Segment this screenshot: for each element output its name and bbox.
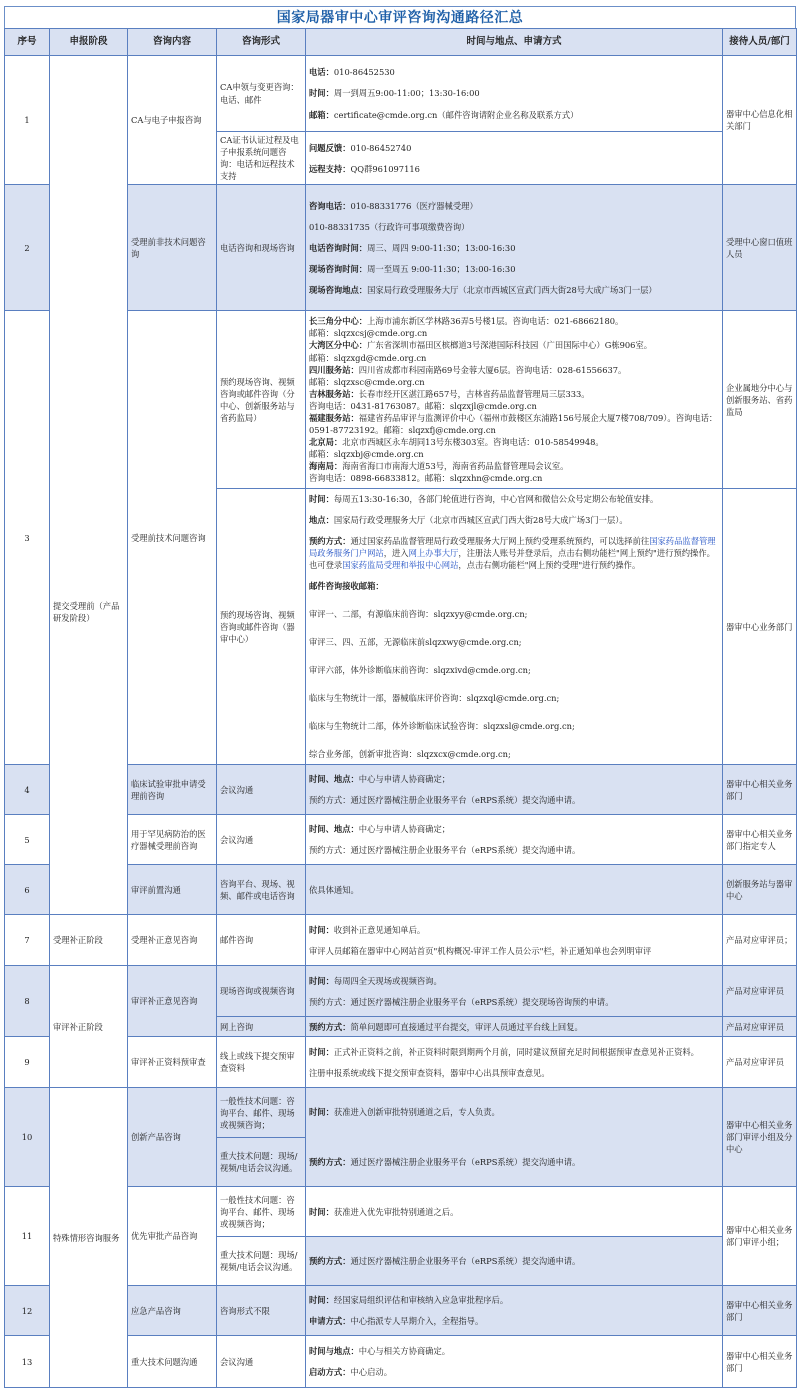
header-time-place: 时间与地点、申请方式 [306, 29, 723, 56]
row-no: 11 [5, 1187, 50, 1286]
label: 时间： [309, 924, 334, 935]
label: 吉林服务站： [309, 388, 359, 399]
value: 预约方式：通过医疗器械注册企业服务平台（eRPS系统）提交现场咨询预约申请。 [309, 996, 614, 1007]
form-cell: 现场咨询或视频咨询 [217, 966, 306, 1017]
dept-cell: 产品对应审评员 [723, 966, 797, 1017]
label: 预约方式： [309, 536, 351, 546]
detail-cell [306, 865, 723, 915]
label: 时间： [309, 975, 334, 986]
label: 预约方式： [309, 1021, 351, 1032]
value: 预约方式：通过医疗器械注册企业服务平台（eRPS系统）提交沟通申请。 [309, 845, 581, 856]
header-stage: 申报阶段 [50, 29, 128, 56]
content-cell: 优先审批产品咨询 [128, 1187, 217, 1286]
form-cell: 会议沟通 [217, 1336, 306, 1388]
detail-cell [306, 1187, 723, 1237]
dept-cell: 器审中心相关业务部门指定专人 [723, 815, 797, 865]
value: 国家局行政受理服务大厅（北京市西城区宣武门西大街28号大成广场3门一层） [367, 284, 657, 295]
label: 邮件咨询接收邮箱： [309, 581, 384, 592]
label: 启动方式： [309, 1367, 351, 1378]
value: 通过国家药品监督管理局行政受理服务大厅网上预约受理系统预约，可以选择前往 [350, 536, 650, 546]
label: 四川服务站： [309, 364, 359, 375]
value: 海南省海口市南海大道53号，海南省药品监督管理局会议室。 [342, 460, 569, 471]
value: 经国家局组织评估和审核纳入应急审批程序后。 [333, 1295, 509, 1306]
value: 获准进入优先审批特别通道之后。 [333, 1206, 459, 1217]
value: 审评人员邮箱在器审中心网站首页"机构概况-审评工作人员公示"栏，补正通知单也会列明审评 [309, 945, 652, 956]
dept-cell: 器审中心相关业务部门 [723, 1286, 797, 1336]
label: 预约方式： [309, 1256, 351, 1267]
value: 通过医疗器械注册企业服务平台（eRPS系统）提交沟通申请。 [350, 1256, 581, 1267]
label: 远程支持： [309, 163, 351, 174]
email-value: 审评六部，体外诊断临床前咨询：slqzxivd@cmde.org.cn; [309, 665, 531, 676]
label: 时间、地点： [309, 774, 359, 785]
value: 邮箱：slqzxsc@cmde.org.cn [309, 376, 425, 387]
value: 通过医疗器械注册企业服务平台（eRPS系统）提交沟通申请。 [350, 1157, 581, 1168]
label: 问题反馈： [309, 142, 351, 153]
page-title: 国家局器审中心审评咨询沟通路径汇总 [4, 6, 796, 28]
content-cell: 受理补正意见咨询 [128, 915, 217, 966]
row-no: 10 [5, 1088, 50, 1187]
value: 四川省成都市科园南路69号金蓉大厦6层。咨询电话：028-61556637。 [358, 364, 627, 375]
detail-cell [306, 915, 723, 966]
content-cell: CA与电子申报咨询 [128, 56, 217, 185]
label: 时间与地点： [309, 1346, 359, 1357]
row-no: 4 [5, 765, 50, 815]
phone-value: 010-86452530 [333, 67, 395, 78]
content-cell: 审评补正资料预审查 [128, 1037, 217, 1088]
detail-cell [306, 489, 723, 765]
label: 时间： [309, 88, 334, 99]
header-dept: 接待人员/部门 [723, 29, 797, 56]
form-cell: 电话咨询和现场咨询 [217, 185, 306, 311]
row-no: 5 [5, 815, 50, 865]
label: 预约方式： [309, 1157, 351, 1168]
row-no: 8 [5, 966, 50, 1037]
value: 福建省药品审评与监测评价中心（福州市鼓楼区东浦路156号展企大厦7楼708/709）。咨询电话：0591-87723192。邮箱：slqzxfj@cmde.org.cn [309, 412, 718, 435]
form-cell: 重大技术问题：现场/视频/电话会议沟通。 [217, 1138, 306, 1187]
row-no: 13 [5, 1336, 50, 1388]
value: 010-88331776（医疗器械受理） [350, 200, 478, 211]
label: 现场咨询时间： [309, 263, 368, 274]
value: 北京市西城区永车胡同13号东楼303室。咨询电话：010-58549948。 [342, 436, 604, 447]
label: 长三角分中心： [309, 316, 368, 327]
detail-cell [306, 1017, 723, 1037]
value: 中心与相关方协商确定。 [358, 1346, 451, 1357]
stage-cell: 特殊情形咨询服务 [50, 1088, 128, 1388]
value: ，注册法人账号并登录后，点击右侧功能栏"网上预约"进行预约操作。也可登录 [309, 548, 715, 571]
detail-cell [306, 1286, 723, 1336]
dept-cell: 产品对应审评员； [723, 915, 797, 966]
value: 邮箱：slqzxgd@cmde.org.cn [309, 352, 427, 363]
value: 每周四全天现场或视频咨询。 [333, 975, 442, 986]
detail-cell [306, 56, 723, 132]
form-cell: 重大技术问题：现场/视频/电话会议沟通。 [217, 1237, 306, 1286]
value: 咨询电话：0431-81763087。邮箱：slqzxjl@cmde.org.cn [309, 400, 537, 411]
dept-cell: 器审中心相关业务部门审评小组； [723, 1187, 797, 1286]
header-row [5, 29, 797, 56]
stage-cell-empty [50, 56, 128, 185]
form-cell: 预约现场咨询、视频咨询或邮件咨询（器审中心） [217, 489, 306, 765]
detail-cell [306, 1037, 723, 1088]
detail-cell [306, 765, 723, 815]
form-cell: 一般性技术问题：咨询平台、邮件、现场或视频咨询； [217, 1088, 306, 1138]
label: 时间、地点： [309, 824, 359, 835]
content-cell: 审评前置沟通 [128, 865, 217, 915]
content-cell: 重大技术问题沟通 [128, 1336, 217, 1388]
form-cell: CA申领与变更咨询：电话、邮件 [217, 56, 306, 132]
label: 邮箱： [309, 109, 334, 120]
row-no: 6 [5, 865, 50, 915]
value: 周一至周五 9:00-11:30；13:00-16:30 [367, 263, 516, 274]
dept-cell: 受理中心窗口值班人员 [723, 185, 797, 311]
value: ，进入 [383, 548, 409, 559]
header-no: 序号 [5, 29, 50, 56]
row-no: 12 [5, 1286, 50, 1336]
label: 电话： [309, 67, 334, 78]
email-value: 审评三、四、五部，无源临床前slqzxwy@cmde.org.cn; [309, 637, 522, 648]
form-cell: 咨询平台、现场、视频、邮件或电话咨询 [217, 865, 306, 915]
value: 依具体通知。 [309, 884, 359, 895]
dept-cell: 器审中心信息化相关部门 [723, 56, 797, 185]
stage-cell-empty [50, 185, 128, 311]
label: 时间： [309, 493, 334, 504]
dept-cell: 产品对应审评员 [723, 1037, 797, 1088]
label: 福建服务站： [309, 412, 359, 423]
table-row [5, 1088, 797, 1138]
label: 大湾区分中心： [309, 340, 368, 351]
content-cell: 应急产品咨询 [128, 1286, 217, 1336]
label: 地点： [309, 514, 334, 525]
value: 010-88331735（行政许可事项缴费咨询） [309, 221, 470, 232]
value: 注册申报系统或线下提交预审查资料，器审中心出具预审查意见。 [309, 1067, 550, 1078]
form-cell: 预约现场咨询、视频咨询或邮件咨询（分中心、创新服务站与省药监局） [217, 311, 306, 489]
header-form: 咨询形式 [217, 29, 306, 56]
detail-cell [306, 311, 723, 489]
label: 海南局： [309, 460, 343, 471]
email-value: 综合业务部，创新审批咨询：slqzxcx@cmde.org.cn; [309, 749, 511, 760]
header-content: 咨询内容 [128, 29, 217, 56]
value: 简单问题即可直接通过平台提交，审评人员通过平台线上回复。 [350, 1021, 583, 1032]
detail-cell [306, 1237, 723, 1286]
value: 正式补正资料之前，补正资料时限到期两个月前，同时建议预留充足时间根据预审查意见补正资料。 [333, 1046, 699, 1057]
label: 北京局： [309, 436, 343, 447]
label: 时间： [309, 1206, 334, 1217]
form-cell: 邮件咨询 [217, 915, 306, 966]
form-cell: 会议沟通 [217, 815, 306, 865]
time-value: 周一到周五9:00-11:00；13:30-16:00 [333, 88, 480, 99]
table-row [5, 966, 797, 1017]
phone-value: 010-86452740 [350, 142, 412, 153]
value: 获准进入创新审批特别通道之后，专人负责。 [333, 1107, 500, 1118]
detail-cell [306, 815, 723, 865]
value: 周三、周四 9:00-11:30；13:00-16:30 [367, 242, 516, 253]
content-cell: 临床试验审批申请受理前咨询 [128, 765, 217, 815]
value: 邮箱：slqzxcsj@cmde.org.cn [309, 328, 428, 339]
email-value: 临床与生物统计二部，体外诊断临床试验咨询：slqzxsl@cmde.org.cn; [309, 721, 575, 732]
label: 电话咨询时间： [309, 242, 368, 253]
table-row [5, 185, 797, 311]
row-no: 7 [5, 915, 50, 966]
dept-cell: 创新服务站与器审中心 [723, 865, 797, 915]
report-center-link[interactable]: 国家药监局受理和举报中心网站 [342, 560, 459, 571]
dept-cell: 器审中心相关业务部门 [723, 765, 797, 815]
form-cell: 一般性技术问题：咨询平台、邮件、现场或视频咨询； [217, 1187, 306, 1237]
value: 收到补正意见通知单后。 [333, 924, 426, 935]
value: 中心与申请人协商确定； [358, 824, 451, 835]
qq-value: QQ群961097116 [350, 163, 420, 174]
dept-cell: 企业属地分中心与创新服务站、省药监局 [723, 311, 797, 489]
label: 申请方式： [309, 1316, 351, 1327]
value: 长春市经开区湛江路657号，吉林省药品监督管理局三层333。 [358, 388, 590, 399]
label: 咨询电话： [309, 200, 351, 211]
online-hall-link[interactable]: 网上办事大厅 [408, 548, 459, 559]
form-cell: CA证书认证过程及电子申报系统问题咨询：电话和远程技术支持 [217, 132, 306, 185]
dept-cell: 器审中心相关业务部门审评小组及分中心 [723, 1088, 797, 1187]
form-cell: 会议沟通 [217, 765, 306, 815]
value: 上海市浦东新区学林路36弄5号楼1层。咨询电话：021-68662180。 [367, 316, 624, 327]
email-value: certificate@cmde.org.cn（邮件咨询请附企业名称及联系方式） [333, 109, 579, 120]
dept-cell: 器审中心业务部门 [723, 489, 797, 765]
label: 时间： [309, 1107, 334, 1118]
value: 预约方式：通过医疗器械注册企业服务平台（eRPS系统）提交沟通申请。 [309, 795, 581, 806]
content-cell: 受理前技术问题咨询 [128, 311, 217, 765]
label: 现场咨询地点： [309, 284, 368, 295]
value: 邮箱：slqzxbj@cmde.org.cn [309, 448, 424, 459]
row-no: 9 [5, 1037, 50, 1088]
content-cell: 审评补正意见咨询 [128, 966, 217, 1037]
email-value: 审评一、二部，有源临床前咨询：slqzxyy@cmde.org.cn; [309, 609, 528, 620]
portal-link[interactable]: 国家药品监督管理局政务服务门户网站 [309, 536, 716, 559]
detail-cell [306, 1336, 723, 1388]
value: 咨询电话：0898-66833812。邮箱：slqzxhn@cmde.org.cn [309, 472, 543, 483]
value: ，点击右侧功能栏"网上预约受理"进行预约操作。 [458, 560, 641, 571]
table-row [5, 311, 797, 489]
value: 中心指派专人早期介入，全程指导。 [350, 1316, 484, 1327]
consultation-table [4, 28, 797, 1388]
detail-cell [306, 1088, 723, 1187]
row-no: 3 [5, 311, 50, 765]
row-no: 2 [5, 185, 50, 311]
form-cell: 线上或线下提交预审查资料 [217, 1037, 306, 1088]
value: 每周五13:30-16:30，各部门轮值进行咨询，中心官网和微信公众号定期公布轮值安排。 [333, 493, 659, 504]
label: 时间： [309, 1295, 334, 1306]
stage-cell: 受理补正阶段 [50, 915, 128, 966]
stage-cell: 提交受理前（产品研发阶段） [50, 311, 128, 915]
content-cell: 用于罕见病防治的医疗器械受理前咨询 [128, 815, 217, 865]
value: 中心启动。 [350, 1367, 392, 1378]
table-row [5, 915, 797, 966]
dept-cell: 器审中心相关业务部门 [723, 1336, 797, 1388]
email-value: 临床与生物统计一部，器械临床评价咨询：slqzxql@cmde.org.cn; [309, 693, 560, 704]
label: 时间： [309, 1046, 334, 1057]
form-cell: 网上咨询 [217, 1017, 306, 1037]
content-cell: 创新产品咨询 [128, 1088, 217, 1187]
row-no: 1 [5, 56, 50, 185]
form-cell: 咨询形式不限 [217, 1286, 306, 1336]
stage-cell: 审评补正阶段 [50, 966, 128, 1088]
value: 国家局行政受理服务大厅（北京市西城区宣武门西大街28号大成广场3门一层）。 [333, 514, 628, 525]
detail-cell [306, 132, 723, 185]
table-row [5, 56, 797, 132]
content-cell: 受理前非技术问题咨询 [128, 185, 217, 311]
value: 广东省深圳市福田区槟榔道3号深港国际科技园（广田国际中心）G栋906室。 [367, 340, 653, 351]
value: 中心与申请人协商确定； [358, 774, 451, 785]
detail-cell [306, 966, 723, 1017]
detail-cell [306, 185, 723, 311]
dept-cell: 产品对应审评员 [723, 1017, 797, 1037]
